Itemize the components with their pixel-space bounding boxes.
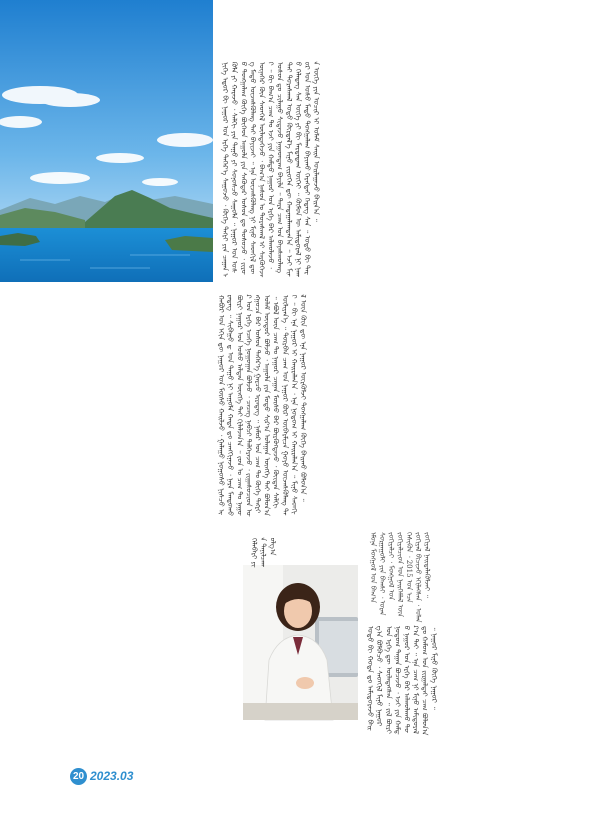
issue-date: 2023.03 [90,769,134,783]
author-bio-caption: ᠡᠮᠦᠨᠡ ᠮᠣᠩᠭᠣᠯ ᠤᠨ ᠪᠠᠭ᠎ᠠ ᠰᠤᠷᠭᠠᠭᠤᠯᠢ ᠶᠢᠨ ᠪᠠᠭᠰᠢ ᠂ ᠤᠷᠠᠨ ᠵᠣᠬᠢᠶᠠᠯᠴᠢ ᠂ ᠮᠣᠩᠭᠣᠯ ᠤᠨ ᠵᠣᠬᠢᠶᠠᠯᠴᠢᠳ ᠤᠨ ᠨᠡᠢᠭᠡᠮᠯᠡᠯ ᠦᠨ ᠭᠡᠰᠢᠭᠦᠨ ᠂ 2015 ᠣᠨ ᠡᠴᠡ ᠵᠣᠬᠢᠶᠠᠯ ᠪᠢᠴᠢᠵᠦ ᠡᠬᠢᠯᠡᠭᠰᠡᠨ ᠂ ᠣᠯᠠᠨ ᠵᠣᠬᠢᠶᠠᠯ ᠨᠡᠢᠲᠡᠯᠡᠭᠦᠯᠵᠡᠢ ᠃ [369,532,431,623]
article-body-top: ᠨᠢᠭᠡ ᠡᠳᠦᠷ ᠪᠢ ᠨᠠᠭᠤᠷ ᠤᠨ ᠡᠷᠭᠡ ᠳᠡᠭᠡᠷ᠎ᠡ ᠰᠠᠭᠤᠵᠤ ᠂ ᠬᠥᠬᠡ ᠲᠩᠷᠢ ᠶᠢᠨ ᠴᠠᠭᠠᠨ ᠡᠭᠦᠯᠡ ᠶᠢ ᠬᠠᠷᠠᠵᠤ ᠂ ᠰᠠᠯᠬᠢ ᠶᠢᠨ ᠳᠠᠭᠤ ᠶᠢ ᠰᠣᠨᠣᠰᠴᠤ ᠰᠠᠭᠤᠯᠠ ᠃ ᠨᠠᠭᠤᠷ ᠤᠨ ᠤᠰᠤ ᠲᠤᠩᠭᠠᠯᠠᠭ ᠬᠥᠬᠡ ᠪᠥᠭᠡᠳ ᠠᠭᠤᠯᠠ ᠶᠢᠨ ᠰᠡᠭᠦᠳᠡᠷ ᠤᠰᠤᠨ ᠳᠤ ᠲᠤᠰᠤᠵᠤ ᠂ ᠵᠢᠷᠤᠭ ᠮᠡᠲᠦ ᠦᠵᠡᠰᠬᠦᠯᠡᠩ ᠲᠡᠢ ᠪᠠᠶᠢᠵᠠᠢ ᠃ ᠡᠨᠡ ᠦᠵᠡᠰᠬᠦᠯᠡᠩ ᠨᠢ ᠮᠢᠨᠤ ᠰᠡᠳᠬᠢᠯ ᠳᠦ ᠦᠨᠡᠬᠡᠷ ᠭᠦᠨ ᠰᠡᠳᠭᠡᠯ ᠦᠯᠡᠳᠡᠭᠡᠵᠦ ᠂ ᠪᠠᠭ᠎ᠠ ᠨᠠᠰᠤᠨ ᠤ ᠳᠤᠷᠠᠰᠬᠠᠯ ᠢ ᠰᠡᠷᠭᠦᠭᠡᠵᠡᠢ ᠃ ᠪᠢ ᠪᠠᠭ᠎ᠠ ᠴᠠᠭ ᠲᠤ ᠡᠵᠢ ᠶᠢᠨ ᠬᠠᠮᠲᠤ ᠨᠠᠭᠤᠷ ᠤᠨ ᠡᠷᠭᠡ ᠪᠡᠷ ᠠᠯᠬᠤᠯᠠᠵᠤ ᠂ ᠤᠰᠤᠨ ᠳᠤ ᠴᠢᠯᠠᠭᠤ ᠰᠢᠳᠡᠵᠦ ᠨᠠᠭᠠᠳᠳᠠᠭ ᠪᠠᠶᠢᠯᠠ ᠃ ᠲᠡᠷᠡ ᠴᠠᠭ ᠤᠨ ᠪᠠᠶᠠᠰᠬᠤᠯᠠᠩ ᠲᠠᠢ ᠳᠤᠷᠠᠰᠬᠠᠯ ᠣᠳᠣ ᠬᠦᠷᠲᠡᠯ᠎ᠡ ᠮᠢᠨᠤ ᠵᠢᠷᠦᠬᠡᠨ ᠳᠦ ᠬᠠᠳᠠᠭᠠᠯᠠᠭᠳᠠᠨ᠎ᠠ ᠃ ᠡᠵᠢ ᠮᠢᠨᠤ ᠬᠡᠯᠡᠳᠡᠭ ᠰᠡᠨ ᠦᠭᠡ ᠶᠢ ᠪᠢ ᠮᠠᠷᠲᠠᠳᠠᠭ ᠦᠭᠡᠢ ᠃ ᠬᠦᠮᠦᠨ ᠦ ᠠᠮᠢᠳᠤᠷᠠᠯ ᠨᠢ ᠨᠠᠭᠤᠷ ᠤᠨ ᠤᠰᠤ ᠮᠡᠲᠦ ᠲᠤᠩᠭᠠᠯᠠᠭ ᠪᠠᠶᠢᠬᠤ ᠬᠡᠷᠡᠭᠲᠡᠢ ᠭᠡᠳᠡᠭ ᠰᠡᠨ ᠃ ᠣᠳᠣ ᠪᠢ ᠲᠡᠷᠡ ᠦᠭᠡ ᠶᠢᠨ ᠤᠴᠢᠷ ᠢ ᠤᠯᠠᠮ ᠰᠠᠢᠨ ᠣᠢᠯᠠᠭᠠᠵᠤ ᠪᠠᠢᠨ᠎ᠠ ᠃ [221,62,322,277]
author-portrait-illustration [243,565,358,720]
lake-landscape-image [0,0,213,282]
article-body-bottom: ᠣᠳᠣ ᠪᠢ ᠬᠣᠲᠠ ᠳᠤ ᠠᠮᠢᠳᠤᠷᠠᠵᠤ ᠪᠠᠢᠭ᠎ᠠ ᠪᠣᠯᠪᠠᠴᠤ ᠂ ᠰᠡᠳᠬᠢᠯ ᠮᠢᠨᠤ ᠨᠠᠭᠤᠷ ᠤᠨ ᠡᠷᠭᠡ ᠳᠦ ᠦᠯᠡᠳᠡᠭᠰᠡᠨ ᠃ ᠵᠢᠯ ᠪᠦᠷᠢ ᠨᠤᠲᠤᠭ ᠲᠠᠭᠠᠨ ᠪᠤᠴᠠᠵᠤ ᠂ ᠡᠵᠢ ᠶᠢᠨ ᠬᠠᠮᠲᠤ ᠨᠠᠭᠤᠷ ᠤᠨ ᠡᠷᠭᠡ ᠪᠡᠷ ᠠᠯᠬᠤᠯᠠᠬᠤ ᠳᠤᠷ᠎ᠠ ᠲᠠᠢ ᠃ ᠡᠨᠡ ᠴᠠᠭ ᠨᠢ ᠮᠢᠨᠤ ᠠᠮᠢᠳᠤᠷᠠᠯ ᠳᠤ ᠬᠠᠮᠤᠭ ᠤᠨ ᠵᠢᠷᠭᠠᠯᠲᠠᠢ ᠴᠠᠭ ᠪᠣᠯᠤᠨ᠎ᠠ ᠃ ᠨᠠᠭᠤᠷ ᠮᠢᠨᠤ ᠬᠥᠬᠡ ᠨᠠᠭᠤᠷ ᠃ [366,626,439,736]
page-footer [70,767,133,785]
lake-landscape-illustration [0,0,213,282]
article-body-middle: ᠬᠠᠪᠤᠷ ᠤᠨ ᠡᠬᠢᠨ ᠳᠦ ᠨᠠᠭᠤᠷ ᠤᠨ ᠮᠥᠰᠦ ᠬᠠᠢᠯᠵᠤ ᠂ ᠭᠠᠯᠠᠭᠤ ᠨᠤᠭᠤᠰᠤ ᠨᠢᠰᠴᠤ ᠢᠷᠡᠳᠡᠭ ᠃ ᠰᠢᠪᠠᠭᠤ ᠳ ᠤᠨ ᠳᠠᠭᠤ ᠨᠢ ᠠᠭᠤᠯᠠ ᠬᠠᠳᠠ ᠳᠤ ᠴᠠᠩᠭᠢᠨᠠᠵᠤ ᠂ ᠨᠠᠷᠠ ᠮᠠᠨᠳᠤᠬᠤ ᠪᠦᠷᠢ ᠨᠠᠭᠤᠷ ᠤᠨ ᠤᠰᠤ ᠠᠯᠲᠠᠨ ᠥᠩᠭᠡ ᠲᠡᠢ ᠭᠢᠯᠠᠯᠵᠠᠨ᠎ᠠ ᠃ ᠵᠤᠨ ᠤ ᠴᠠᠭ ᠲᠤ ᠨᠠᠭᠤᠷ ᠤᠨ ᠡᠷᠭᠡ ᠡᠴᠡᠭᠡ ᠨᠣᠭᠣᠭᠠᠨ ᠪᠣᠯᠵᠤ ᠂ ᠴᠡᠴᠡᠭ ᠨᠠᠪᠴᠢ ᠳᠡᠯᠭᠡᠷᠡᠵᠦ ᠂ ᠵᠢᠭᠠᠰᠤᠴᠢᠳ ᠣᠩᠭᠣᠴᠠ ᠪᠠᠷ ᠤᠰᠤᠨ ᠳᠡᠭᠡᠷ᠎ᠡ ᠭᠠᠷᠴᠤ ᠢᠷᠡᠳᠡᠭ ᠃ ᠨᠠᠮᠤᠷ ᠤᠨ ᠴᠠᠭ ᠲᠤ ᠬᠥᠬᠡ ᠲᠩᠷᠢ ᠤᠯᠠᠮ ᠥᠨᠳᠦᠷ ᠪᠣᠯᠵᠤ ᠂ ᠠᠭᠤᠯᠠ ᠶᠢᠨ ᠮᠣᠳᠤ ᠰᠢᠷ᠎ᠠ ᠤᠯᠠᠭᠠᠨ ᠥᠩᠭᠡ ᠲᠡᠢ ᠪᠣᠯᠣᠨ᠎ᠠ ᠃ ᠡᠪᠦᠯ ᠦᠨ ᠴᠠᠭ ᠲᠤ ᠨᠠᠭᠤᠷ ᠴᠠᠭᠠᠨ ᠮᠥᠰᠦ ᠪᠡᠷ ᠪᠦᠷᠬᠦᠭᠳᠡᠵᠦ ᠂ ᠬᠦᠢᠲᠡᠨ ᠰᠠᠯᠬᠢ ᠦᠯᠢᠶᠡᠨ᠎ᠡ ᠃ ᠳᠥᠷᠪᠡᠨ ᠴᠠᠭ ᠤᠨ ᠨᠠᠭᠤᠷ ᠪᠦᠷ ᠥᠪᠡᠷᠮᠢᠴᠡ ᠭᠣᠶᠣ ᠦᠵᠡᠰᠬᠦᠯᠡᠩ ᠲᠡᠢ ᠃ ᠪᠢ ᠡᠨᠡ ᠨᠠᠭᠤᠷ ᠢ ᠬᠠᠢᠷᠠᠯᠠᠨ᠎ᠠ ᠂ ᠡᠨᠡ ᠨᠤᠲᠤᠭ ᠢ ᠬᠠᠢᠷᠠᠯᠠᠨ᠎ᠠ ᠃ ᠮᠢᠨᠤ ᠰᠡᠳᠬᠢᠯ ᠦᠨ ᠭᠦᠨ ᠳᠦ ᠡᠨᠡ ᠨᠠᠭᠤᠷ ᠦᠷᠭᠦᠯᠵᠢ ᠲᠤᠩᠭᠠᠯᠠᠭ ᠬᠥᠬᠡ ᠪᠠᠢᠬᠤ ᠪᠣᠯᠤᠨ᠎ᠠ ᠃ [217,295,308,517]
author-portrait-image [243,565,358,720]
author-label: ᠬᠡᠯᠡᠪᠡᠷᠢ ᠶᠢᠨ ᠲᠠᠨᠢᠯᠴᠠᠭᠤᠯᠭ᠎ᠠ [250,538,278,568]
page-number-badge: 20 [70,768,87,785]
